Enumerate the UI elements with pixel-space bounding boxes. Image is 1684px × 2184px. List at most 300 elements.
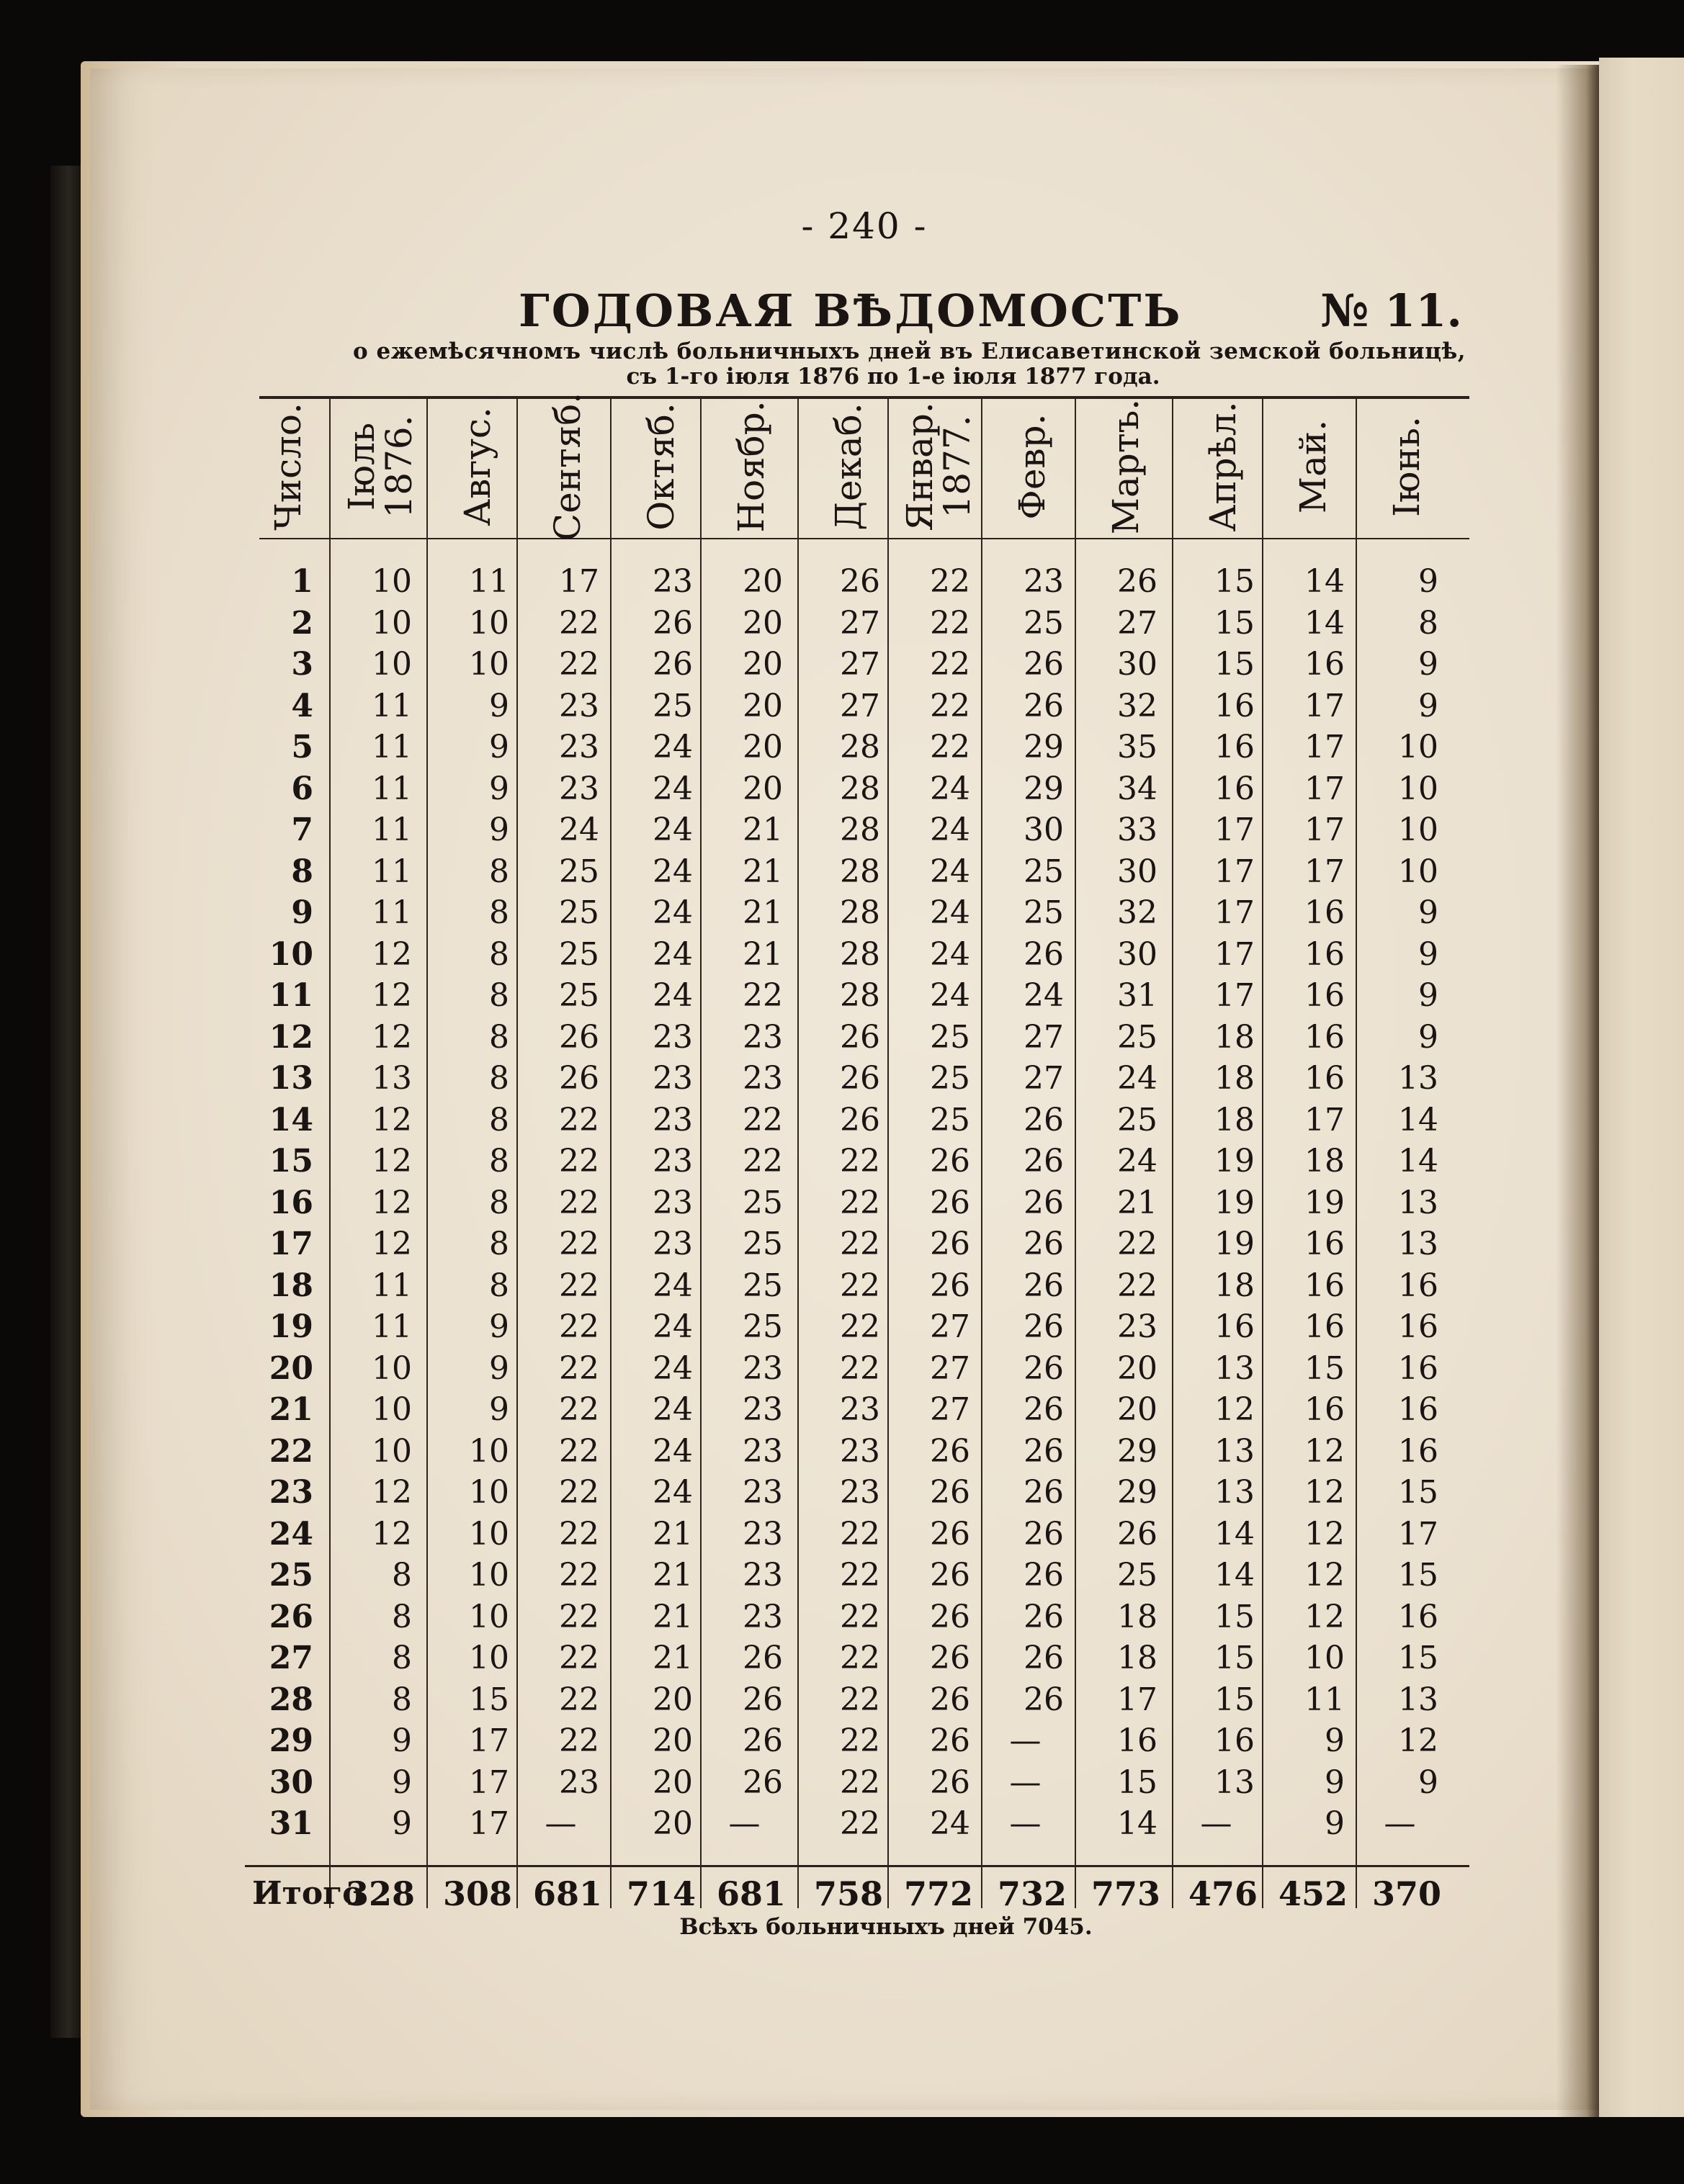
table-cell: 26 (930, 1557, 970, 1594)
table-cell: 26 (1117, 563, 1157, 600)
header-month-label: Октяб. (640, 402, 682, 531)
table-cell: 14 (1304, 604, 1345, 642)
book-spine (50, 166, 81, 2038)
table-cell: 9 (1418, 894, 1438, 931)
header-month-label: Январ. 1877. (898, 401, 978, 531)
table-cell: 26 (930, 1226, 970, 1262)
table-cell: 10 (372, 1432, 412, 1470)
table-cell: 30 (1117, 853, 1157, 890)
table-cell: 28 (840, 935, 880, 973)
table-cell: 22 (930, 729, 970, 765)
table-cell: 8 (489, 1184, 509, 1221)
table-cell: 24 (930, 977, 970, 1014)
header-month-label: Іюнь. (1385, 415, 1428, 517)
table-cell: 26 (1024, 1308, 1064, 1345)
table-cell: 24 (930, 770, 970, 807)
table-cell: 10 (372, 563, 412, 600)
table-cell: 23 (743, 1557, 783, 1594)
table-cell: 26 (930, 1267, 970, 1304)
table-cell: 21 (1117, 1184, 1157, 1221)
table-cell: 22 (743, 1101, 783, 1138)
table-cell: 15 (469, 1681, 509, 1718)
table-cell: 13 (1214, 1474, 1255, 1511)
day-number: 13 (269, 1060, 313, 1097)
table-cell: 9 (489, 729, 509, 765)
header-month-label: Мартъ. (1104, 398, 1147, 534)
day-number: 21 (269, 1391, 313, 1428)
day-number: 25 (269, 1557, 313, 1594)
table-cell: 22 (559, 1640, 599, 1676)
table-cell: 16 (1304, 1018, 1345, 1056)
table-cell: 16 (1117, 1722, 1157, 1759)
table-cell: 20 (743, 646, 783, 683)
table-cell: 12 (372, 1226, 412, 1262)
table-cell: 22 (559, 1226, 599, 1262)
table-cell: 17 (1214, 935, 1255, 973)
table-cell: 22 (930, 604, 970, 642)
table-cell: 23 (653, 1143, 693, 1179)
table-cell: 23 (653, 1226, 693, 1262)
table-cell: 23 (1117, 1308, 1157, 1345)
header-month-label: Май. (1291, 419, 1334, 513)
document-title: ГОДОВАЯ ВѢДОМОСТЬ (519, 284, 1183, 337)
table-cell: 16 (1398, 1308, 1438, 1345)
table-cell: 24 (653, 1432, 693, 1470)
table-cell: 26 (1117, 1515, 1157, 1552)
table-cell: 24 (930, 853, 970, 890)
column-rule (981, 396, 982, 1908)
table-cell: 12 (1304, 1515, 1345, 1552)
day-number: 29 (269, 1722, 313, 1759)
table-cell: 26 (1024, 1474, 1064, 1511)
table-cell: 23 (559, 1763, 599, 1801)
day-number: 27 (269, 1640, 313, 1676)
table-cell: 24 (653, 1308, 693, 1345)
table-cell: 22 (840, 1557, 880, 1594)
table-cell: 17 (1214, 853, 1255, 890)
table-cell: 15 (1398, 1557, 1438, 1594)
table-cell: 17 (1304, 770, 1345, 807)
table-cell: 8 (392, 1640, 412, 1676)
table-cell: 11 (372, 853, 412, 890)
table-cell: 29 (1117, 1474, 1157, 1511)
table-cell: 16 (1214, 1308, 1255, 1345)
table-cell: 12 (1304, 1432, 1345, 1470)
table-cell: 26 (840, 563, 880, 600)
header-month-label: Сентяб. (546, 392, 588, 541)
table-cell: 26 (559, 1060, 599, 1097)
table-cell: 28 (840, 977, 880, 1014)
table-cell: 12 (372, 1101, 412, 1138)
day-number: 17 (269, 1226, 313, 1262)
column-total: 714 (626, 1874, 696, 1913)
table-cell: 9 (489, 1349, 509, 1387)
table-cell: 25 (1117, 1018, 1157, 1056)
table-cell: 22 (840, 1267, 880, 1304)
column-rule (516, 396, 518, 1908)
table-cell: 28 (840, 812, 880, 848)
table-cell: 9 (1418, 563, 1438, 600)
header-month-label: Апрѣл. (1201, 400, 1244, 532)
table-cell: 32 (1117, 894, 1157, 931)
table-cell: 10 (469, 1515, 509, 1552)
table-cell: 16 (1214, 770, 1255, 807)
table-cell: 17 (1117, 1681, 1157, 1718)
day-number: 31 (269, 1805, 313, 1842)
table-cell: 13 (1398, 1681, 1438, 1718)
table-cell: 17 (1304, 812, 1345, 848)
table-cell: 22 (930, 687, 970, 724)
day-number: 9 (291, 894, 313, 931)
day-number: 22 (269, 1432, 313, 1470)
table-cell: 26 (1024, 1184, 1064, 1221)
table-cell: 10 (469, 1598, 509, 1635)
table-cell: 30 (1117, 935, 1157, 973)
table-cell: 20 (743, 687, 783, 724)
header-month (893, 396, 983, 536)
table-cell: 26 (1024, 1557, 1064, 1594)
table-cell: 10 (469, 1474, 509, 1511)
table-cell: 18 (1214, 1018, 1255, 1056)
table-cell: 22 (840, 1515, 880, 1552)
column-total: 370 (1371, 1874, 1441, 1913)
table-cell: 26 (930, 1681, 970, 1718)
table-cell: 16 (1304, 1060, 1345, 1097)
column-rule (797, 396, 799, 1908)
table-cell: 20 (653, 1722, 693, 1759)
table-cell: 21 (653, 1640, 693, 1676)
table-cell: 15 (1398, 1474, 1438, 1511)
table-cell: 25 (930, 1060, 970, 1097)
table-cell: 22 (559, 1143, 599, 1179)
table-cell: 22 (559, 1432, 599, 1470)
table-cell: 9 (489, 687, 509, 724)
table-cell: 25 (1024, 894, 1064, 931)
header-month-label: Авгус. (456, 406, 498, 526)
table-cell: 17 (1214, 812, 1255, 848)
day-number: 3 (291, 646, 313, 683)
table-cell: 22 (840, 1598, 880, 1635)
table-cell: 26 (653, 646, 693, 683)
table-cell: 22 (559, 1308, 599, 1345)
table-cell: 14 (1214, 1557, 1255, 1594)
column-total: 773 (1090, 1874, 1160, 1913)
table-cell: 12 (372, 1474, 412, 1511)
table-cell: 24 (653, 1391, 693, 1428)
table-cell: 9 (392, 1805, 412, 1842)
table-cell: 24 (653, 853, 693, 890)
table-cell: 26 (930, 1143, 970, 1179)
day-number: 6 (291, 770, 313, 807)
column-rule (1172, 396, 1173, 1908)
header-month (987, 396, 1077, 536)
table-cell: 16 (1214, 687, 1255, 724)
table-cell: 15 (1214, 1598, 1255, 1635)
table-cell: 18 (1214, 1267, 1255, 1304)
header-bottom-rule (259, 538, 1469, 539)
table-cell: 22 (840, 1226, 880, 1262)
table-cell: 23 (743, 1474, 783, 1511)
column-total: 681 (532, 1874, 602, 1913)
header-month (522, 392, 612, 541)
table-cell: 15 (1304, 1349, 1345, 1387)
table-cell: 9 (1325, 1722, 1345, 1759)
table-cell: 26 (1024, 935, 1064, 973)
table-cell: 17 (469, 1763, 509, 1801)
day-number: 14 (269, 1101, 313, 1138)
header-month-label: Декаб. (827, 402, 869, 531)
table-cell: 22 (559, 1349, 599, 1387)
table-cell: 26 (1024, 1640, 1064, 1676)
header-month (616, 396, 706, 536)
table-cell: 22 (840, 1143, 880, 1179)
table-cell: 24 (930, 1805, 970, 1842)
table-cell: 17 (1304, 729, 1345, 765)
table-cell: 9 (489, 1308, 509, 1345)
table-cell: 25 (930, 1018, 970, 1056)
table-cell: 16 (1304, 1391, 1345, 1428)
table-cell: 13 (1214, 1349, 1255, 1387)
table-cell: 25 (1117, 1101, 1157, 1138)
table-cell: 24 (653, 977, 693, 1014)
header-month (706, 396, 796, 536)
table-cell: 8 (392, 1681, 412, 1718)
column-rule (1262, 396, 1263, 1908)
table-cell: 22 (840, 1184, 880, 1221)
table-cell: 9 (392, 1763, 412, 1801)
table-cell: 22 (559, 1101, 599, 1138)
table-cell: 21 (653, 1598, 693, 1635)
subtitle-line-1: о ежемѣсячномъ числѣ больничныхъ дней въ Елисаветинской земской больницѣ, (353, 338, 1466, 364)
table-cell: 20 (743, 563, 783, 600)
table-cell: 22 (930, 646, 970, 683)
table-cell: 30 (1117, 646, 1157, 683)
table-cell: 22 (559, 1515, 599, 1552)
table-cell: 25 (1117, 1557, 1157, 1594)
totals-top-rule (245, 1865, 1469, 1867)
table-cell: 9 (1418, 977, 1438, 1014)
table-cell: — (1200, 1805, 1232, 1842)
table-cell: 16 (1398, 1349, 1438, 1387)
table-cell: 15 (1398, 1640, 1438, 1676)
table-cell: 8 (1418, 604, 1438, 642)
table-cell: 8 (392, 1557, 412, 1594)
table-cell: 23 (743, 1060, 783, 1097)
table-cell: 10 (469, 1432, 509, 1470)
day-number: 18 (269, 1267, 313, 1304)
table-cell: 27 (930, 1308, 970, 1345)
table-cell: 26 (1024, 1226, 1064, 1262)
table-cell: 16 (1398, 1432, 1438, 1470)
table-cell: 16 (1304, 1308, 1345, 1345)
table-cell: 28 (840, 729, 880, 765)
column-total: 308 (442, 1874, 512, 1913)
table-cell: 14 (1214, 1515, 1255, 1552)
table-cell: 14 (1117, 1805, 1157, 1842)
table-cell: 16 (1304, 935, 1345, 973)
column-rule (426, 396, 428, 1908)
day-number: 2 (291, 604, 313, 642)
table-cell: 23 (653, 1060, 693, 1097)
table-cell: 18 (1214, 1101, 1255, 1138)
table-cell: 8 (489, 1143, 509, 1179)
table-cell: 23 (559, 729, 599, 765)
day-number: 28 (269, 1681, 313, 1718)
table-cell: 26 (1024, 1267, 1064, 1304)
table-cell: 26 (930, 1474, 970, 1511)
table-cell: 23 (840, 1432, 880, 1470)
table-cell: 22 (840, 1763, 880, 1801)
table-cell: 22 (840, 1681, 880, 1718)
table-cell: 22 (559, 1598, 599, 1635)
table-cell: 11 (372, 1267, 412, 1304)
header-month-label: Ноябр. (730, 400, 772, 533)
table-cell: 17 (1398, 1515, 1438, 1552)
table-cell: 25 (743, 1226, 783, 1262)
total-label: Итого (252, 1875, 364, 1912)
table-cell: 17 (1304, 853, 1345, 890)
table-cell: 28 (840, 853, 880, 890)
table-cell: — (545, 1805, 577, 1842)
table-cell: 18 (1117, 1598, 1157, 1635)
day-number: 23 (269, 1474, 313, 1511)
table-cell: 10 (372, 1391, 412, 1428)
table-cell: 8 (489, 894, 509, 931)
table-cell: 17 (1214, 894, 1255, 931)
table-cell: 26 (930, 1432, 970, 1470)
table-cell: 8 (489, 853, 509, 890)
table-cell: 9 (1418, 1763, 1438, 1801)
column-total: 758 (813, 1874, 883, 1913)
table-cell: 8 (489, 1018, 509, 1056)
table-cell: 9 (1418, 1018, 1438, 1056)
table-cell: 9 (489, 770, 509, 807)
table-cell: 19 (1304, 1184, 1345, 1221)
table-cell: 20 (1117, 1349, 1157, 1387)
table-cell: 16 (1304, 1226, 1345, 1262)
table-cell: 26 (1024, 1143, 1064, 1179)
day-number: 20 (269, 1349, 313, 1387)
table-cell: 15 (1214, 1640, 1255, 1676)
table-cell: 29 (1024, 770, 1064, 807)
table-cell: 27 (840, 687, 880, 724)
table-cell: 8 (489, 935, 509, 973)
table-cell: 9 (1325, 1805, 1345, 1842)
table-cell: 14 (1304, 563, 1345, 600)
table-cell: 24 (653, 1474, 693, 1511)
table-cell: 22 (1117, 1267, 1157, 1304)
table-cell: 10 (469, 1557, 509, 1594)
table-cell: 31 (1117, 977, 1157, 1014)
table-cell: 26 (930, 1640, 970, 1676)
column-total: 476 (1188, 1874, 1258, 1913)
table-cell: 24 (653, 894, 693, 931)
day-number: 4 (291, 687, 313, 724)
table-cell: 25 (1024, 604, 1064, 642)
table-cell: 10 (372, 646, 412, 683)
day-number: 30 (269, 1763, 313, 1801)
table-cell: 25 (930, 1101, 970, 1138)
header-month (1268, 396, 1358, 536)
table-cell: 25 (559, 935, 599, 973)
table-cell: 8 (489, 1226, 509, 1262)
table-cell: 15 (1117, 1763, 1157, 1801)
column-rule (1075, 396, 1076, 1908)
day-number: 15 (269, 1143, 313, 1179)
table-cell: 22 (559, 604, 599, 642)
table-cell: 22 (1117, 1226, 1157, 1262)
day-number: 24 (269, 1515, 313, 1552)
table-cell: 16 (1214, 729, 1255, 765)
table-cell: 12 (1304, 1557, 1345, 1594)
table-cell: 26 (1024, 1681, 1064, 1718)
table-cell: 24 (653, 935, 693, 973)
table-cell: 27 (1117, 604, 1157, 642)
table-cell: 9 (489, 1391, 509, 1428)
column-total: 681 (716, 1874, 786, 1913)
table-cell: 22 (559, 1557, 599, 1594)
table-cell: 22 (559, 1391, 599, 1428)
table-cell: 10 (1398, 729, 1438, 765)
table-cell: 35 (1117, 729, 1157, 765)
table-cell: 29 (1117, 1432, 1157, 1470)
table-cell: — (1384, 1805, 1416, 1842)
table-cell: 10 (1304, 1640, 1345, 1676)
table-cell: 13 (1214, 1432, 1255, 1470)
table-cell: 23 (559, 687, 599, 724)
column-rule (700, 396, 702, 1908)
table-cell: — (1009, 1805, 1042, 1842)
column-rule (887, 396, 889, 1908)
table-cell: 24 (653, 1349, 693, 1387)
table-cell: 10 (1398, 770, 1438, 807)
table-cell: 8 (489, 1267, 509, 1304)
table-cell: 23 (743, 1349, 783, 1387)
day-number: 7 (291, 812, 313, 848)
day-number: 11 (269, 977, 313, 1014)
day-number: 19 (269, 1308, 313, 1345)
table-cell: 30 (1024, 812, 1064, 848)
column-total: 452 (1278, 1874, 1348, 1913)
table-cell: 16 (1398, 1598, 1438, 1635)
table-cell: 24 (930, 894, 970, 931)
table-cell: 10 (469, 604, 509, 642)
table-cell: 24 (930, 812, 970, 848)
header-month (803, 396, 893, 536)
table-cell: 26 (1024, 687, 1064, 724)
table-cell: 26 (1024, 1349, 1064, 1387)
table-cell: 16 (1304, 1267, 1345, 1304)
table-cell: 23 (743, 1018, 783, 1056)
table-cell: 33 (1117, 812, 1157, 848)
table-cell: 16 (1398, 1267, 1438, 1304)
header-month (432, 396, 522, 536)
table-cell: 21 (743, 853, 783, 890)
table-cell: 11 (469, 563, 509, 600)
table-cell: 22 (559, 1267, 599, 1304)
table-cell: 24 (1117, 1143, 1157, 1179)
table-cell: 19 (1214, 1143, 1255, 1179)
table-cell: 26 (653, 604, 693, 642)
table-cell: 25 (743, 1184, 783, 1221)
table-cell: 12 (372, 1018, 412, 1056)
table-cell: 20 (653, 1805, 693, 1842)
table-cell: 24 (653, 729, 693, 765)
page-number: - 240 - (801, 205, 928, 247)
header-month-label: Февр. (1011, 413, 1053, 520)
column-rule (329, 396, 331, 1908)
column-rule (610, 396, 612, 1908)
